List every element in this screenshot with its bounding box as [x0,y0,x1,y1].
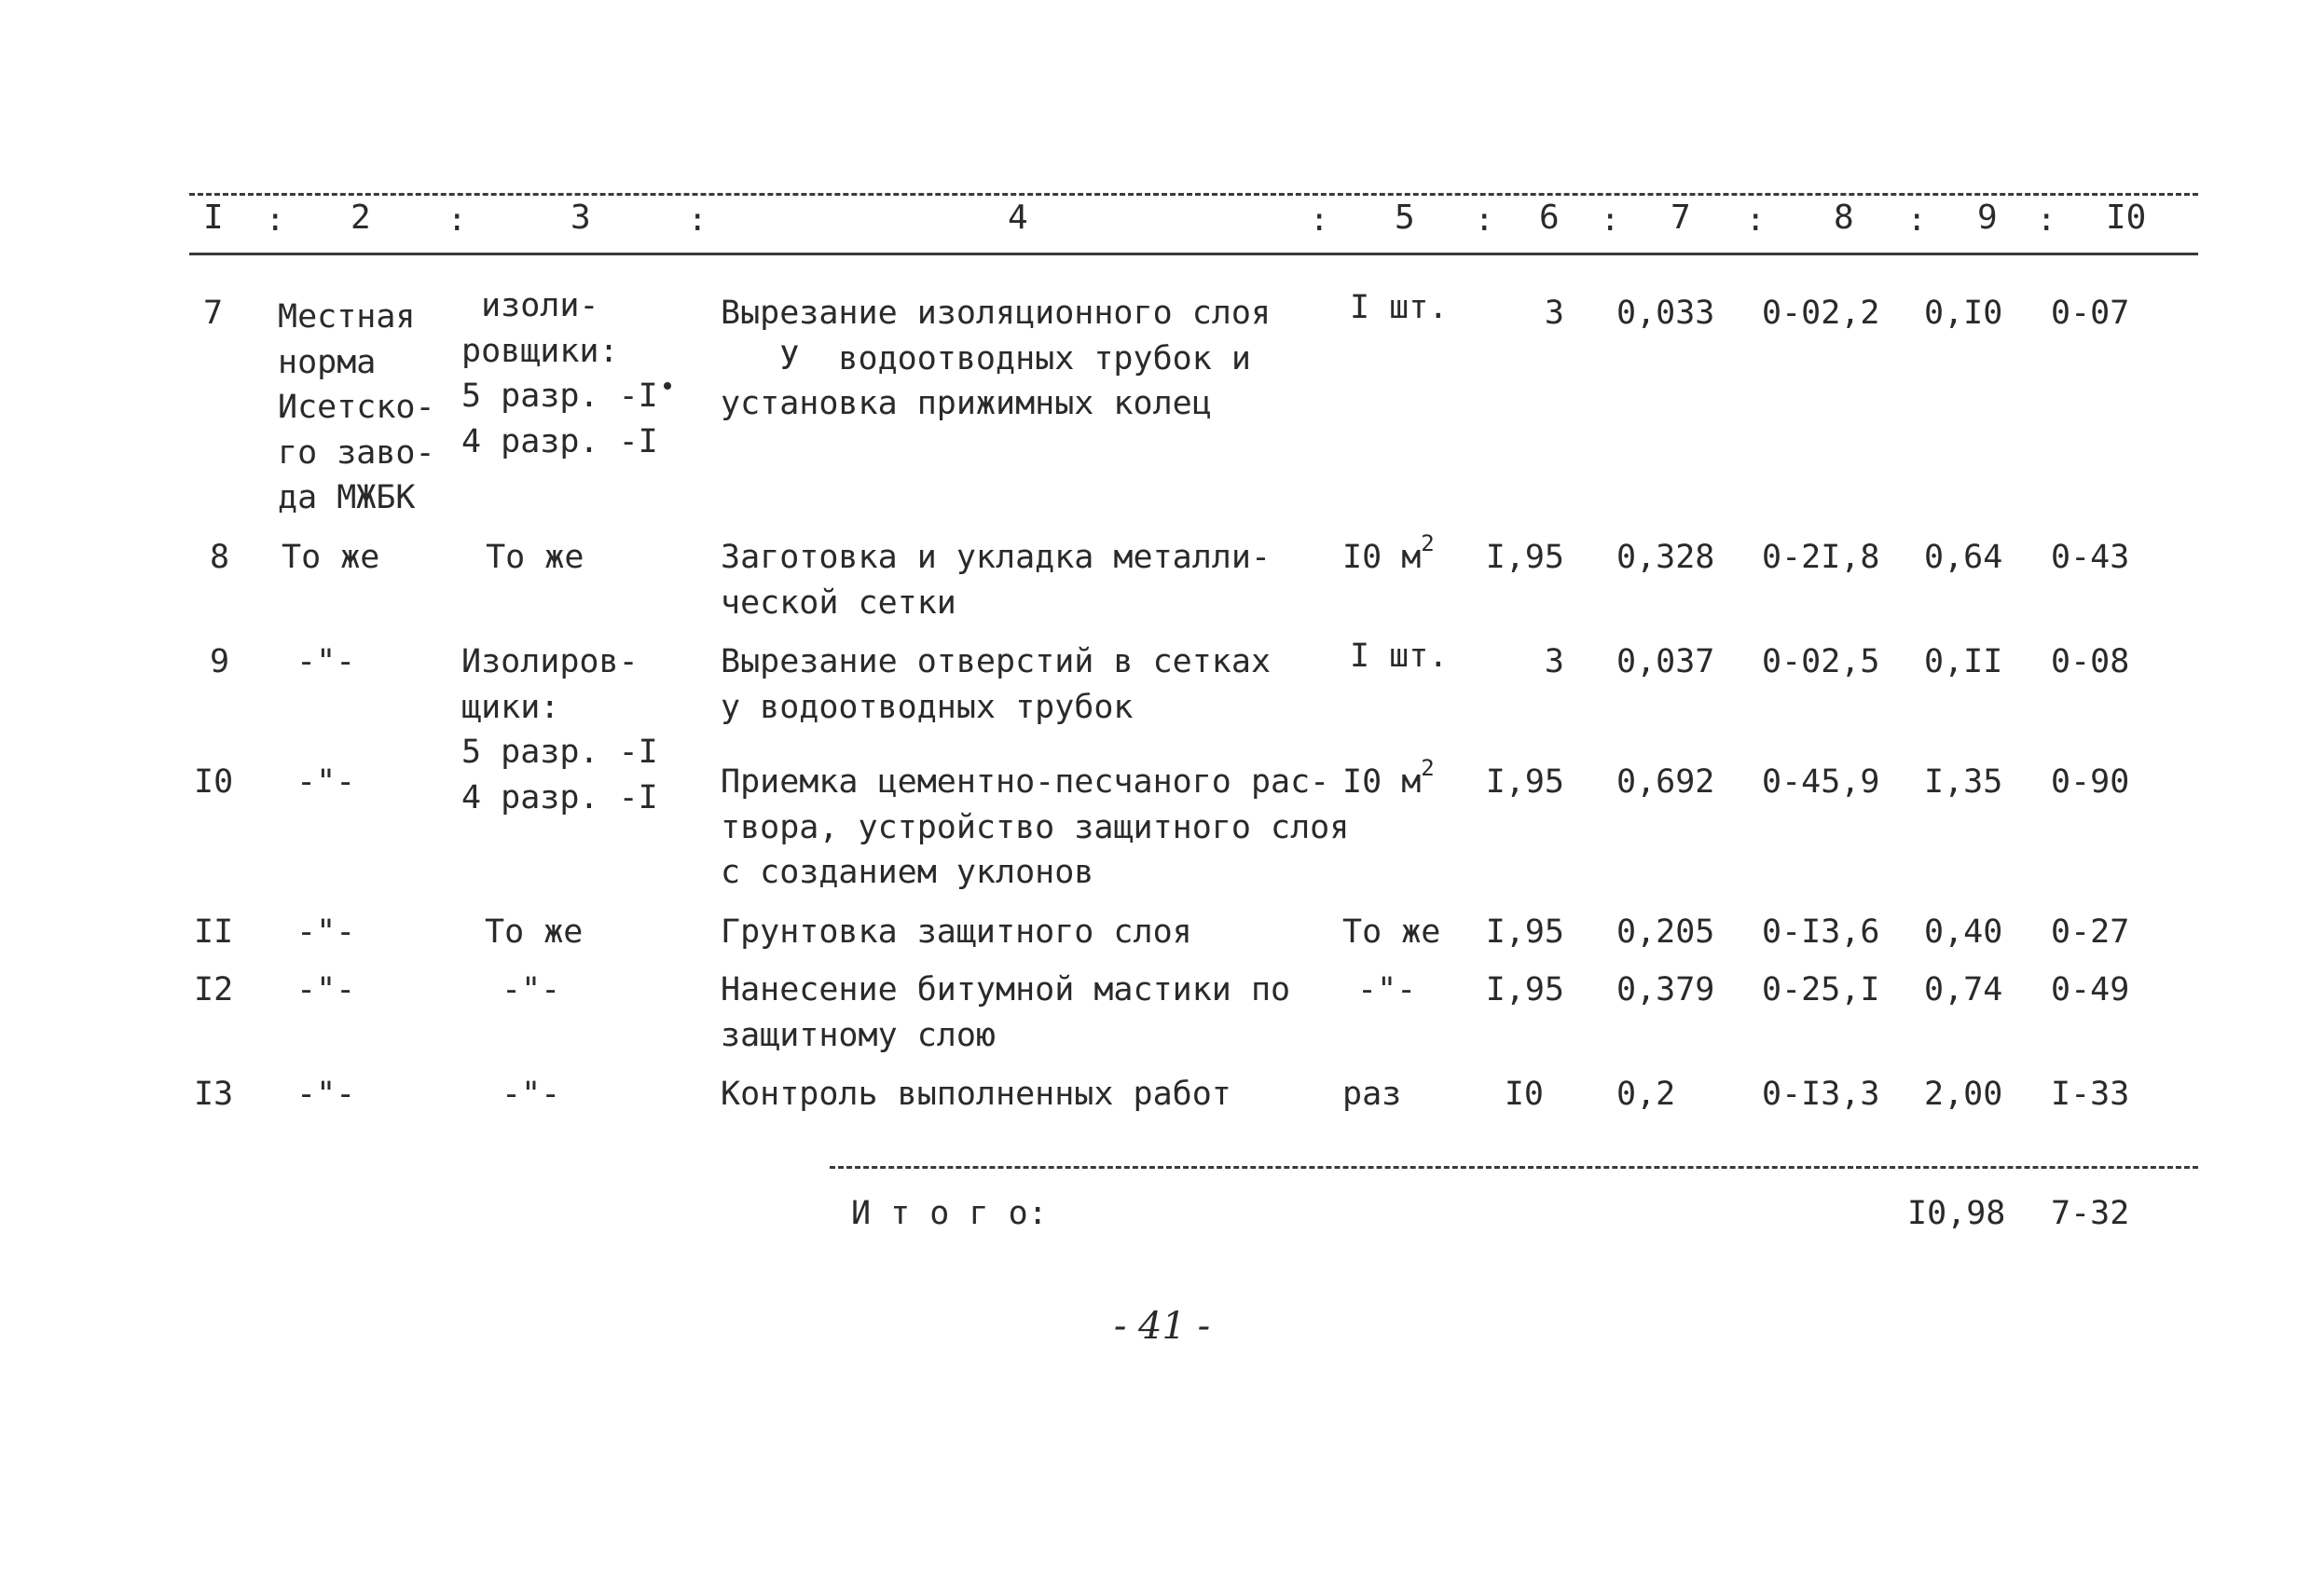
total-labor: 0,II [1924,643,2003,680]
row-number: 8 [210,539,230,576]
total-cost: 0-27 [2051,913,2130,951]
quantity: 3 [1544,295,1564,332]
total-cost: 0-90 [2051,763,2130,801]
header-col-10: I0 [2106,199,2147,237]
unit: То же [1342,913,1441,951]
total-labor: 0,I0 [1924,295,2003,332]
header-col-8: 8 [1834,199,1854,237]
header-separator: : [688,201,708,239]
quantity: 3 [1544,643,1564,680]
workers: Изолиров- щики: 5 разр. -I 4 разр. -I [461,643,658,816]
unit: I0 $м^2$ [1342,530,1435,576]
rate: 0-I3,3 [1762,1076,1880,1113]
quantity: I,95 [1485,763,1564,801]
page-number: - 41 - [1113,1305,1211,1348]
unit: раз [1342,1076,1402,1113]
header-col-5: 5 [1395,199,1415,237]
total-labor: 0,74 [1924,971,2003,1008]
header-separator: : [1907,201,1927,239]
unit: -"- [1357,971,1417,1008]
work-description: Нанесение битумной мастики по защитному слою [721,971,1291,1054]
total-labor: I,35 [1924,763,2003,801]
labor-time: 0,328 [1616,539,1715,576]
row-number: 7 [203,295,224,332]
header-col-9: 9 [1977,199,1998,237]
total-labor: 2,00 [1924,1076,2003,1113]
header-col-1: I [203,199,224,237]
total-rule [830,1166,2198,1169]
total-cost: I-33 [2051,1076,2130,1113]
unit: I0 $м^2$ [1342,755,1435,801]
quantity: I,95 [1485,539,1564,576]
rate: 0-45,9 [1762,763,1880,801]
row-number: 9 [210,643,230,680]
total-labor: 0,64 [1924,539,2003,576]
total-cost: 0-43 [2051,539,2130,576]
row-number: I3 [194,1076,234,1113]
work-description: Приемка цементно-песчаного рас- твора, устройство защитного слоя с созданием уклонов [721,763,1350,891]
quantity: I,95 [1485,913,1564,951]
header-col-4: 4 [1008,199,1028,237]
header-col-6: 6 [1539,199,1560,237]
norm-source: -"- [296,971,356,1008]
norm-source: То же [282,539,380,576]
norm-source: -"- [296,1076,356,1113]
header-separator: : [1601,201,1620,239]
rate: 0-2I,8 [1762,539,1880,576]
work-description: Заготовка и укладка металли- ческой сетки [721,539,1272,622]
unit: I шт. [1350,638,1449,675]
table-top-rule [189,193,2198,196]
header-separator: : [2037,201,2056,239]
workers: -"- [502,971,561,1008]
work-description: Вырезание изоляционного слоя У водоотводных трубок и установка прижимных колец [721,295,1272,422]
labor-time: 0,037 [1616,643,1715,680]
header-separator: : [266,201,285,239]
header-bottom-rule [189,253,2198,255]
labor-time: 0,205 [1616,913,1715,951]
rate: 0-02,5 [1762,643,1880,680]
total-cost: 0-07 [2051,295,2130,332]
work-description: Грунтовка защитного слоя [721,913,1192,951]
total-cost-sum: 7-32 [2051,1195,2130,1232]
workers: -"- [502,1076,561,1113]
norm-source: -"- [296,643,356,680]
header-col-3: 3 [571,199,591,237]
total-label: И т о г о: [851,1195,1048,1232]
labor-time: 0,2 [1616,1076,1676,1113]
workers: То же [485,913,584,951]
workers: изоли- ровщики: 5 разр. -I 4 разр. -I [461,287,658,460]
rate: 0-25,I [1762,971,1880,1008]
total-labor: 0,40 [1924,913,2003,951]
header-separator: : [1746,201,1766,239]
norm-source: Местная норма Исетско- го заво- да МЖБК [278,298,435,516]
ink-dot [664,382,671,390]
rate: 0-02,2 [1762,295,1880,332]
norm-source: -"- [296,913,356,951]
labor-time: 0,033 [1616,295,1715,332]
total-cost: 0-08 [2051,643,2130,680]
unit-exponent: 2 [1421,530,1435,556]
rate: 0-I3,6 [1762,913,1880,951]
labor-time: 0,692 [1616,763,1715,801]
header-col-7: 7 [1671,199,1691,237]
row-number: II [194,913,234,951]
norm-source: -"- [296,763,356,801]
header-col-2: 2 [351,199,371,237]
row-number: I2 [194,971,234,1008]
header-separator: : [1475,201,1494,239]
row-number: I0 [194,763,234,801]
quantity: I,95 [1485,971,1564,1008]
total-labor-sum: I0,98 [1907,1195,2006,1232]
header-separator: : [447,201,467,239]
work-description: Вырезание отверстий в сетках у водоотводных трубок [721,643,1272,726]
workers: То же [466,539,584,576]
labor-time: 0,379 [1616,971,1715,1008]
header-separator: : [1310,201,1329,239]
quantity: I0 [1504,1076,1544,1113]
work-description: Контроль выполненных работ [721,1076,1231,1113]
unit-exponent: 2 [1421,755,1435,781]
unit: I шт. [1350,289,1449,326]
total-cost: 0-49 [2051,971,2130,1008]
